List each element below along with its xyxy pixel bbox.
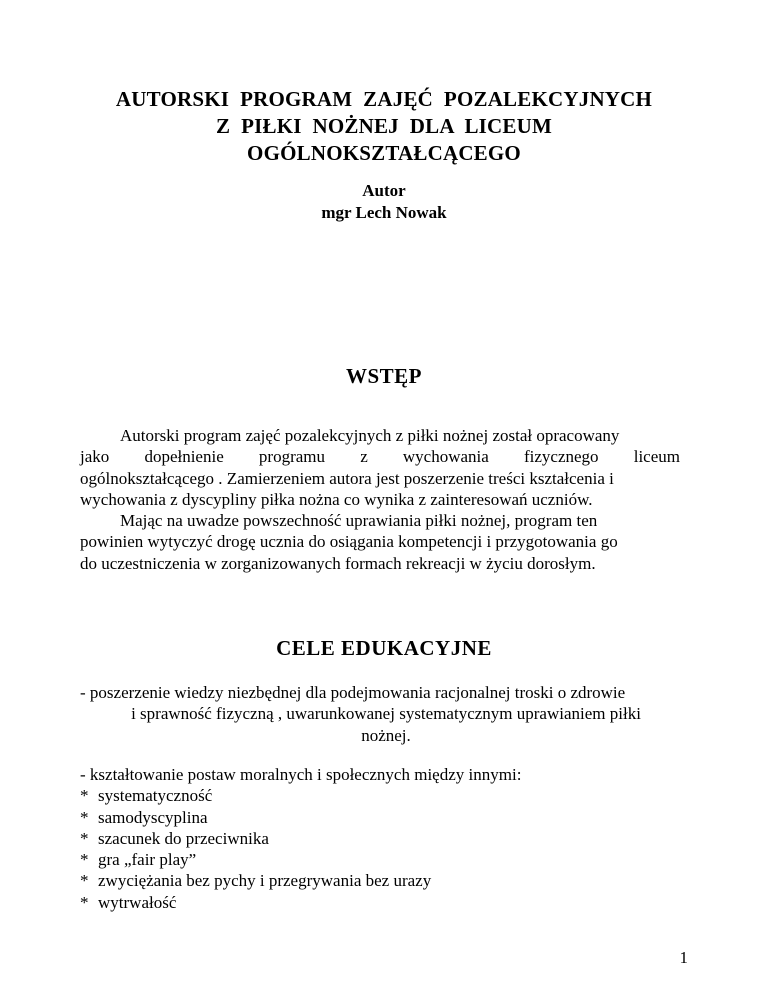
bullet-marker: * [80,892,89,912]
author-label: Autor [362,181,406,200]
list-item [80,828,692,849]
list-item [80,849,692,870]
intro-paragraph [80,425,680,574]
title-line: AUTORSKI PROGRAM ZAJĘĆ POZALEKCYJNYCH [115,87,653,111]
author-block [0,180,768,224]
list-item [80,807,692,828]
goal-line: - poszerzenie wiedzy niezbędnej dla podejmowania racjonalnej troski o zdrowie [80,683,626,702]
goal-line: - kształtowanie postaw moralnych i społecznych między innymi: [80,765,522,784]
values-list [80,785,692,913]
list-item [80,785,692,806]
list-item-text: zwyciężania bez pychy i przegrywania bez urazy [98,871,432,891]
title-line: OGÓLNOKSZTAŁCĄCEGO [247,141,521,165]
goal-item [80,764,692,913]
document-title [60,86,708,167]
goal-line: nożnej. [361,725,411,745]
goal-item [80,682,692,746]
intro-line: do uczestniczenia w zorganizowanych formach rekreacji w życiu dorosłym. [80,553,596,573]
intro-line: Mając na uwadze powszechność uprawiania piłki nożnej, program ten [120,511,598,531]
bullet-marker: * [80,807,89,827]
list-item-text: samodyscyplina [98,807,208,827]
section-heading-goals: CELE EDUKACYJNE [276,636,492,660]
bullet-marker: * [80,828,89,848]
list-item [80,892,692,913]
intro-line: Autorski program zajęć pozalekcyjnych z piłki nożnej został opracowany [120,426,620,445]
list-item [80,870,692,891]
list-item-text: szacunek do przeciwnika [98,828,269,848]
section-heading-intro: WSTĘP [345,364,423,388]
list-item-text: gra „fair play” [98,850,197,870]
list-item-text: systematyczność [98,786,213,806]
bullet-marker: * [80,871,89,891]
page-number: 1 [679,948,688,967]
author-name: mgr Lech Nowak [321,203,447,222]
intro-line: ogólnokształcącego . Zamierzeniem autora jest poszerzenie treści kształcenia i [80,468,614,488]
bullet-marker: * [80,786,89,806]
bullet-marker: * [80,850,89,870]
intro-line: wychowania z dyscypliny piłka nożna co wynika z zainteresowań uczniów. [80,489,593,509]
goal-line: i sprawność fizyczną , uwarunkowanej systematycznym uprawianiem piłki [131,704,641,724]
list-item-text: wytrwałość [98,892,177,912]
title-line: Z PIŁKI NOŻNEJ DLA LICEUM [215,114,553,138]
intro-line: jako dopełnienie programu z wychowania fizycznego liceum [80,447,680,467]
intro-line: powinien wytyczyć drogę ucznia do osiągania kompetencji i przygotowania go [80,532,618,552]
